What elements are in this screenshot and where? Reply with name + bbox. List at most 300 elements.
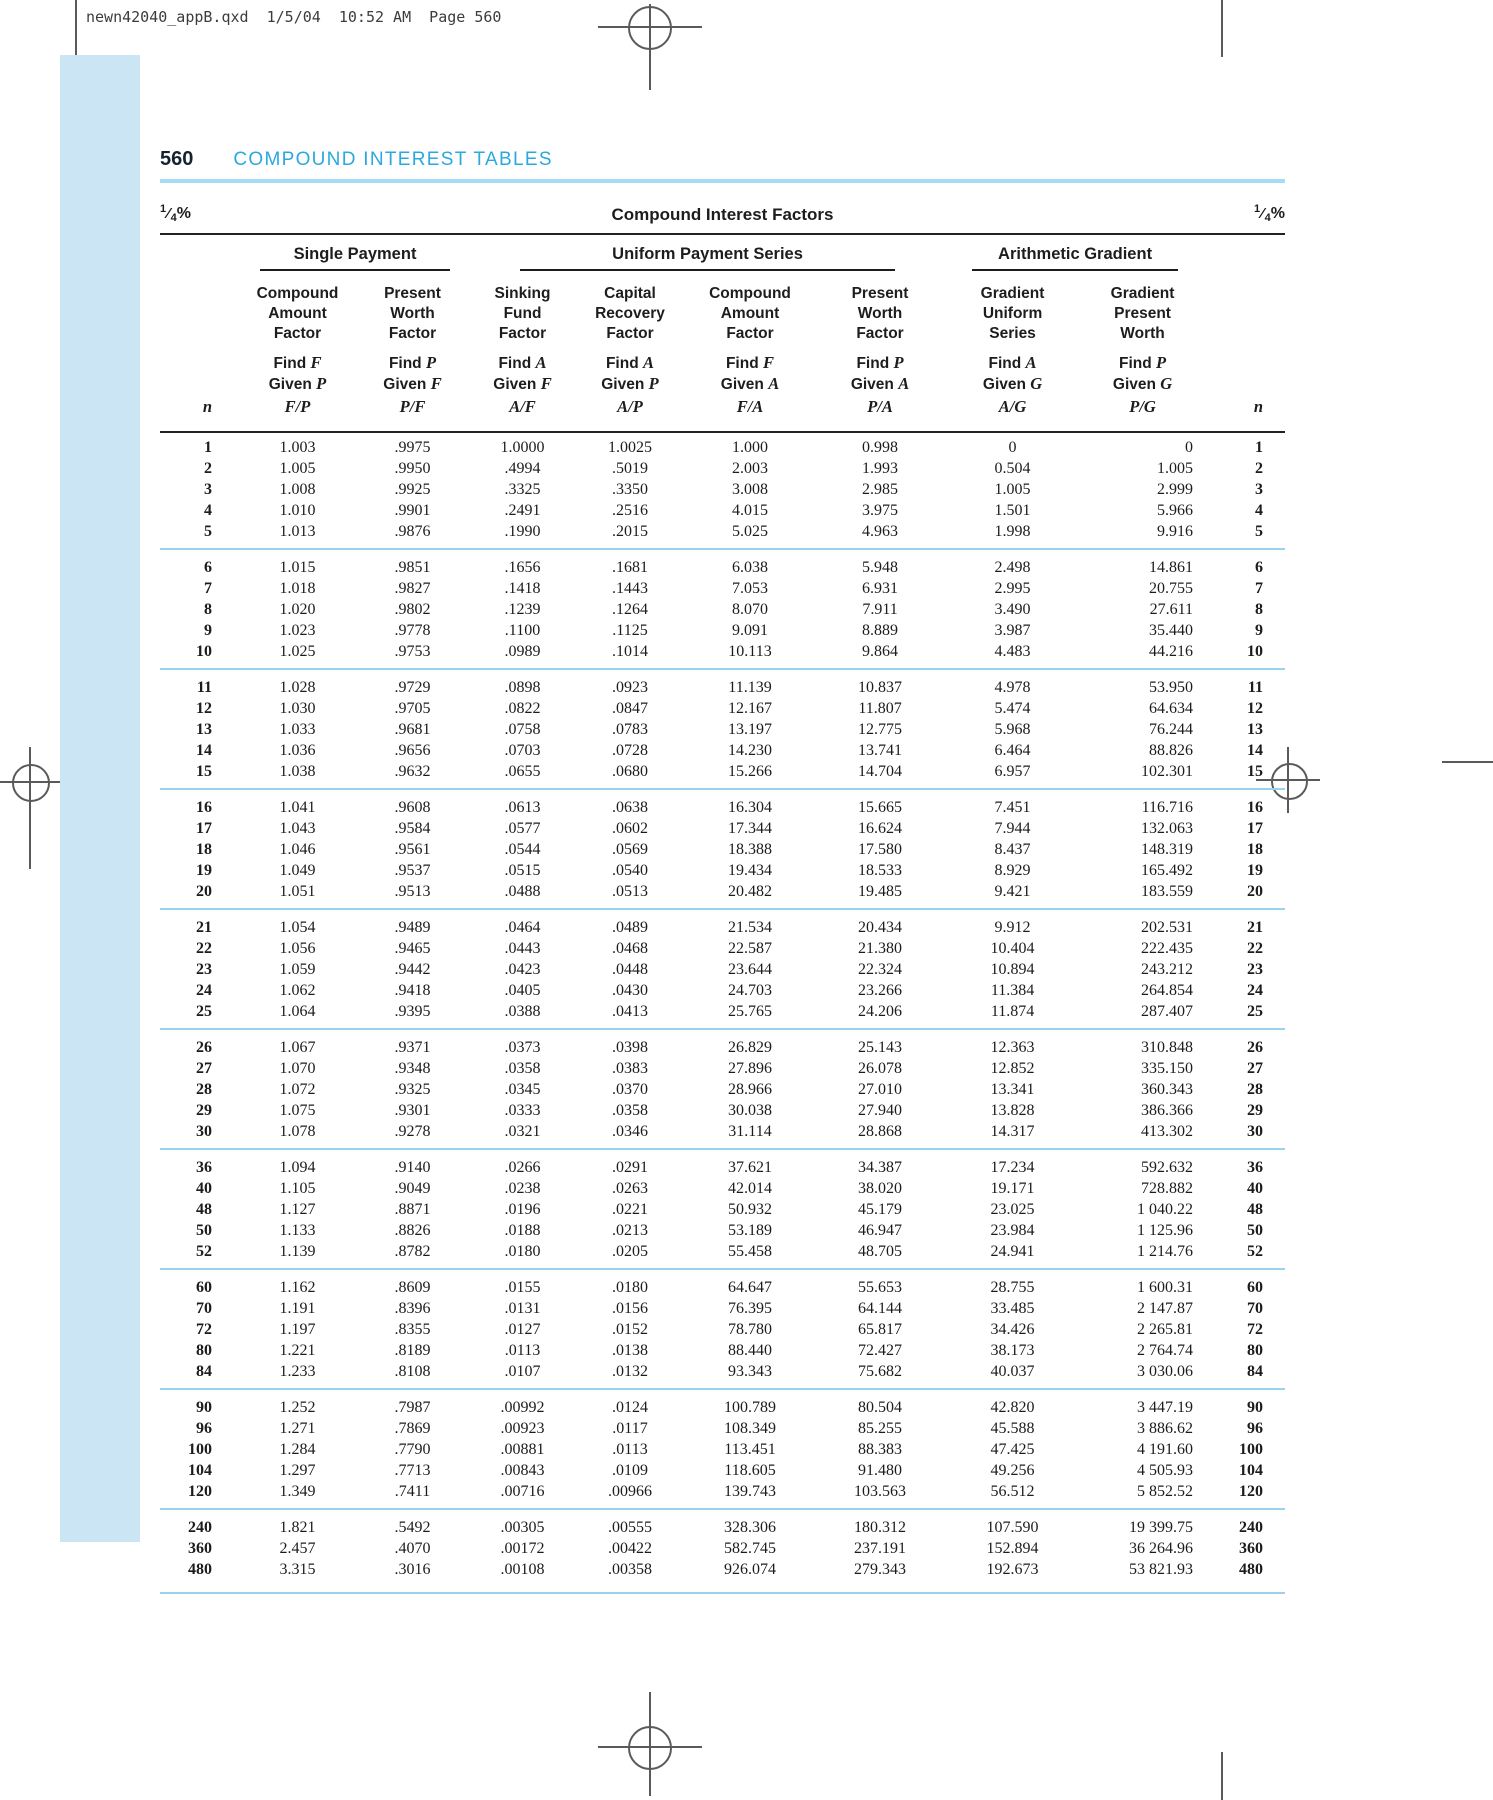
table-row	[160, 980, 1285, 1001]
factor-ratio: A/P	[575, 395, 685, 432]
cell-value: 728.882	[1141, 1179, 1194, 1197]
table-row	[160, 913, 1285, 938]
cell-n: 14	[196, 741, 212, 759]
cell-value: 11.384	[990, 981, 1035, 999]
cell-value: 27.896	[728, 1059, 772, 1077]
cell-value: 1.501	[994, 501, 1031, 519]
cell-value: 1.271	[279, 1419, 316, 1437]
table-row	[160, 1513, 1285, 1538]
cell-value: .0138	[612, 1341, 648, 1359]
cell-value: .9975	[394, 438, 431, 456]
rate-fraction-slash: ⁄	[167, 204, 170, 222]
cell-n: 16	[1247, 798, 1264, 816]
cell-value: 0.504	[994, 459, 1031, 477]
cell-value: .0443	[504, 939, 541, 957]
cell-n: 84	[196, 1362, 212, 1380]
cell-value: .0127	[504, 1320, 541, 1338]
cell-value: .00172	[500, 1539, 545, 1557]
cell-value: .9950	[394, 459, 431, 477]
cell-n: 70	[196, 1299, 212, 1317]
cell-n: 21	[1247, 918, 1264, 936]
cell-value: .0728	[612, 741, 648, 759]
cell-value: 287.407	[1141, 1002, 1194, 1020]
table-row	[160, 1460, 1285, 1481]
cell-value: 264.854	[1141, 981, 1194, 999]
group-separator	[160, 1022, 1285, 1033]
spacer-cell	[1205, 234, 1285, 271]
cell-value: 582.745	[724, 1539, 776, 1557]
cell-value: .8826	[394, 1221, 431, 1239]
cell-value: 1.015	[279, 558, 316, 576]
cell-value: .7713	[394, 1461, 431, 1479]
factor-name-row	[160, 271, 1285, 344]
table-row	[160, 1361, 1285, 1382]
cell-n: 5	[204, 522, 212, 540]
group-separator-rule	[160, 1028, 1285, 1031]
cell-value: 14.317	[990, 1122, 1035, 1140]
cell-value: 31.114	[728, 1122, 772, 1140]
cell-value: 1.349	[279, 1482, 316, 1500]
cell-n: 10	[1247, 642, 1264, 660]
cell-value: 3 886.62	[1137, 1419, 1194, 1437]
table-row	[160, 1559, 1285, 1580]
cell-value: .8871	[394, 1200, 431, 1218]
cell-value: .9325	[394, 1080, 431, 1098]
cell-value: .0266	[504, 1158, 541, 1176]
cell-value: .0655	[504, 762, 541, 780]
cell-n: 26	[196, 1038, 212, 1056]
table-row	[160, 1393, 1285, 1418]
cell-value: 72.427	[858, 1341, 903, 1359]
table-row	[160, 818, 1285, 839]
cell-n: 19	[196, 861, 212, 879]
cell-value: .0370	[612, 1080, 648, 1098]
cell-value: .0346	[612, 1122, 648, 1140]
cell-n: 23	[1247, 960, 1264, 978]
column-group-arithmetic-gradient	[945, 234, 1205, 271]
cell-value: 6.464	[994, 741, 1031, 759]
cell-value: .1656	[504, 558, 541, 576]
cell-value: 1.043	[279, 819, 316, 837]
cell-value: .0822	[504, 699, 541, 717]
cell-value: 102.301	[1141, 762, 1194, 780]
cell-value: .5492	[394, 1518, 431, 1536]
cell-value: .7869	[394, 1419, 431, 1437]
cell-n: 40	[1247, 1179, 1264, 1197]
cell-value: 116.716	[1141, 798, 1194, 816]
group-separator-rule	[160, 1268, 1285, 1271]
cell-value: 5.966	[1157, 501, 1194, 519]
n-column-label: n	[160, 395, 240, 432]
cell-value: .9513	[394, 882, 431, 900]
cell-value: .1125	[612, 621, 648, 639]
cell-value: .3350	[612, 480, 648, 498]
cell-n: 70	[1247, 1299, 1264, 1317]
table-row	[160, 793, 1285, 818]
cell-value: 24.703	[728, 981, 772, 999]
cell-value: 192.673	[986, 1560, 1039, 1578]
cell-value: 91.480	[858, 1461, 903, 1479]
cell-value: 1.0025	[608, 438, 652, 456]
cell-value: 8.070	[732, 600, 768, 618]
cell-value: 19.434	[728, 861, 772, 879]
cell-n: 40	[196, 1179, 212, 1197]
cell-value: .0345	[504, 1080, 541, 1098]
cell-value: 118.605	[724, 1461, 776, 1479]
cell-value: .9301	[394, 1101, 431, 1119]
rate-numerator: 1	[1254, 202, 1261, 215]
cell-value: .8396	[394, 1299, 431, 1317]
cell-value: 103.563	[854, 1482, 907, 1500]
cell-value: 1.284	[279, 1440, 316, 1458]
cell-n: 480	[188, 1560, 212, 1578]
cell-value: .0923	[612, 678, 648, 696]
cell-value: 1.046	[279, 840, 316, 858]
table-head	[160, 234, 1285, 432]
cell-value: 3.315	[279, 1560, 316, 1578]
table-row	[160, 578, 1285, 599]
cell-value: .0468	[612, 939, 648, 957]
cell-value: 42.014	[728, 1179, 772, 1197]
page-content	[160, 148, 1285, 1594]
cell-value: .1100	[504, 621, 541, 639]
cell-value: 1 600.31	[1137, 1278, 1194, 1296]
cell-value: 13.341	[990, 1080, 1035, 1098]
cell-value: 0	[1008, 438, 1017, 456]
cell-n: 240	[188, 1518, 212, 1536]
spacer-cell	[160, 344, 240, 395]
cell-value: .0383	[612, 1059, 648, 1077]
cell-value: 25.765	[728, 1002, 772, 1020]
cell-value: 10.894	[990, 960, 1035, 978]
cell-value: 40.037	[990, 1362, 1035, 1380]
factor-ratio: A/F	[470, 395, 575, 432]
cell-value: 1.133	[279, 1221, 316, 1239]
cell-value: 202.531	[1141, 918, 1194, 936]
cell-n: 12	[1247, 699, 1264, 717]
find-given: Find A Given F	[493, 352, 552, 393]
factor-ratio: P/A	[815, 395, 945, 432]
cell-value: .0180	[504, 1242, 541, 1260]
table-row	[160, 1153, 1285, 1178]
cell-value: 3 447.19	[1137, 1398, 1194, 1416]
cell-value: 12.167	[728, 699, 772, 717]
cell-value: 34.387	[858, 1158, 903, 1176]
cell-n: 13	[1247, 720, 1264, 738]
cell-value: 1.008	[279, 480, 316, 498]
cell-value: 1.075	[279, 1101, 316, 1119]
cell-value: 1.051	[279, 882, 316, 900]
cell-value: .00108	[500, 1560, 545, 1578]
cell-value: 17.344	[728, 819, 772, 837]
cell-n: 100	[1239, 1440, 1264, 1458]
factor-name: Compound Amount Factor	[709, 284, 791, 342]
table-row	[160, 1220, 1285, 1241]
cell-value: 33.485	[990, 1299, 1035, 1317]
cell-value: 9.421	[994, 882, 1031, 900]
cell-value: 2 764.74	[1137, 1341, 1194, 1359]
cell-n: 20	[1247, 882, 1264, 900]
table-row	[160, 432, 1285, 458]
group-separator-row	[160, 542, 1285, 553]
cell-value: 10.837	[858, 678, 903, 696]
cell-value: 9.864	[862, 642, 899, 660]
group-header-row	[160, 234, 1285, 271]
cell-value: 5.474	[994, 699, 1031, 717]
cell-value: 100.789	[724, 1398, 776, 1416]
cell-value: .9778	[394, 621, 431, 639]
cell-n: 15	[196, 762, 212, 780]
cell-value: 21.380	[858, 939, 903, 957]
group-separator-rule	[160, 788, 1285, 791]
cell-n: 60	[196, 1278, 212, 1296]
group-separator	[160, 782, 1285, 793]
cell-value: 1.054	[279, 918, 316, 936]
cell-value: 78.780	[728, 1320, 772, 1338]
table-row	[160, 1241, 1285, 1262]
cell-value: 1.062	[279, 981, 316, 999]
left-margin-accent-bar	[60, 55, 140, 1542]
cell-n: 60	[1247, 1278, 1264, 1296]
cell-value: 3.008	[732, 480, 768, 498]
cell-value: 85.255	[858, 1419, 903, 1437]
cell-n: 18	[1247, 840, 1264, 858]
cell-value: 12.363	[990, 1038, 1035, 1056]
group-separator-rule	[160, 668, 1285, 671]
cell-value: 335.150	[1141, 1059, 1194, 1077]
cell-n: 80	[1247, 1341, 1264, 1359]
cell-value: 23.984	[990, 1221, 1035, 1239]
cell-n: 3	[1255, 480, 1264, 498]
cell-value: 1 214.76	[1137, 1242, 1194, 1260]
cell-value: 1.033	[279, 720, 316, 738]
cell-value: 5.948	[862, 558, 899, 576]
cell-value: 222.435	[1141, 939, 1194, 957]
cell-value: 3.987	[994, 621, 1031, 639]
cell-value: .0321	[504, 1122, 541, 1140]
cell-value: 8.889	[862, 621, 899, 639]
cell-n: 72	[1247, 1320, 1264, 1338]
cell-value: 310.848	[1141, 1038, 1194, 1056]
find-given-row	[160, 344, 1285, 395]
cell-value: .7987	[394, 1398, 431, 1416]
cell-value: 183.559	[1141, 882, 1194, 900]
cell-value: .9827	[394, 579, 431, 597]
cell-value: 1.036	[279, 741, 316, 759]
find-given: Find P Given G	[1112, 352, 1173, 393]
cell-value: 4.015	[732, 501, 768, 519]
cell-value: 18.533	[858, 861, 903, 879]
cell-value: .0263	[612, 1179, 648, 1197]
cell-value: 9.916	[1157, 522, 1194, 540]
cell-value: 1.821	[279, 1518, 316, 1536]
cell-value: 34.426	[990, 1320, 1035, 1338]
cell-value: 35.440	[1149, 621, 1194, 639]
cell-value: 1.020	[279, 600, 316, 618]
cell-value: 107.590	[986, 1518, 1039, 1536]
cell-n: 360	[1239, 1539, 1264, 1557]
table-row	[160, 698, 1285, 719]
factor-name: Present Worth Factor	[851, 284, 909, 342]
cell-value: 2 265.81	[1137, 1320, 1194, 1338]
cell-value: .1014	[612, 642, 648, 660]
cell-value: .0569	[612, 840, 648, 858]
cell-value: 16.304	[728, 798, 772, 816]
table-row	[160, 1319, 1285, 1340]
cell-value: 42.820	[990, 1398, 1035, 1416]
cell-value: .0423	[504, 960, 541, 978]
table-row	[160, 1199, 1285, 1220]
cell-value: 2.003	[732, 459, 768, 477]
cell-n: 25	[1247, 1002, 1264, 1020]
cell-value: 45.588	[990, 1419, 1035, 1437]
cell-value: .0152	[612, 1320, 648, 1338]
cell-n: 9	[204, 621, 212, 639]
cell-n: 9	[1255, 621, 1264, 639]
cell-value: 1.023	[279, 621, 316, 639]
table-row	[160, 1298, 1285, 1319]
spacer-cell	[1205, 344, 1285, 395]
cell-value: 10.404	[990, 939, 1035, 957]
cell-value: 53 821.93	[1129, 1560, 1194, 1578]
group-separator-row	[160, 1502, 1285, 1513]
group-separator-rule	[160, 1508, 1285, 1511]
table-row	[160, 839, 1285, 860]
group-separator-row	[160, 1382, 1285, 1393]
cell-value: 55.653	[858, 1278, 903, 1296]
cell-n: 52	[196, 1242, 212, 1260]
cell-value: .00555	[608, 1518, 652, 1536]
cell-n: 20	[196, 882, 212, 900]
cell-value: 27.940	[858, 1101, 903, 1119]
cell-value: 64.647	[728, 1278, 772, 1296]
cell-value: .9608	[394, 798, 431, 816]
cell-value: 237.191	[854, 1539, 907, 1557]
cell-value: 27.611	[1149, 600, 1194, 618]
cell-value: 88.383	[858, 1440, 903, 1458]
cell-value: 76.395	[728, 1299, 772, 1317]
table-row	[160, 740, 1285, 761]
column-group-uniform-payment-series	[470, 234, 945, 271]
cell-value: .9537	[394, 861, 431, 879]
cell-value: .0544	[504, 840, 541, 858]
table-row	[160, 1340, 1285, 1361]
cell-value: .00923	[500, 1419, 545, 1437]
cell-value: 20.482	[728, 882, 772, 900]
factor-name: Gradient Present Worth	[1110, 284, 1175, 342]
cell-value: .00716	[500, 1482, 545, 1500]
cell-n: 96	[196, 1419, 212, 1437]
table-row	[160, 1439, 1285, 1460]
cell-value: 25.143	[858, 1038, 903, 1056]
group-separator-rule	[160, 1148, 1285, 1151]
group-separator-rule	[160, 1388, 1285, 1391]
rate-percent-sign: %	[1270, 204, 1285, 222]
cell-n: 3	[204, 480, 212, 498]
cell-value: 1.139	[279, 1242, 316, 1260]
cell-value: .1443	[612, 579, 648, 597]
cell-value: 139.743	[724, 1482, 776, 1500]
cell-value: .0602	[612, 819, 648, 837]
cell-value: 1.003	[279, 438, 316, 456]
cell-n: 10	[196, 642, 212, 660]
registration-mark-left-circle	[12, 764, 50, 802]
cell-value: .3325	[504, 480, 541, 498]
cell-n: 23	[196, 960, 212, 978]
cell-value: 1.233	[279, 1362, 316, 1380]
cell-value: 1.038	[279, 762, 316, 780]
cell-value: 80.504	[858, 1398, 903, 1416]
cell-value: 6.931	[862, 579, 899, 597]
cell-n: 120	[188, 1482, 212, 1500]
table-row	[160, 1100, 1285, 1121]
cell-value: 7.944	[994, 819, 1031, 837]
cell-value: .00966	[608, 1482, 652, 1500]
cell-n: 29	[196, 1101, 212, 1119]
cell-value: .0132	[612, 1362, 648, 1380]
spacer-cell	[1205, 271, 1285, 344]
table-row	[160, 860, 1285, 881]
group-separator-rule	[160, 908, 1285, 911]
cell-value: 1.105	[279, 1179, 316, 1197]
cell-value: .1264	[612, 600, 648, 618]
cell-value: 279.343	[854, 1560, 907, 1578]
cell-value: .9753	[394, 642, 431, 660]
table-bottom-rule	[160, 1592, 1285, 1595]
prepress-filename-header: newn42040_appB.qxd 1/5/04 10:52 AM Page 560	[86, 8, 502, 26]
cell-value: .0196	[504, 1200, 541, 1218]
cell-value: 28.755	[990, 1278, 1035, 1296]
cell-value: 7.053	[732, 579, 768, 597]
cell-value: .0898	[504, 678, 541, 696]
find-given: Find F Given A	[720, 352, 780, 393]
table-body	[160, 432, 1285, 1580]
group-separator	[160, 1142, 1285, 1153]
cell-value: 1.072	[279, 1080, 316, 1098]
cell-value: 6.957	[994, 762, 1031, 780]
cell-value: 113.451	[724, 1440, 776, 1458]
cell-value: .9851	[394, 558, 431, 576]
group-separator	[160, 542, 1285, 553]
cell-n: 104	[188, 1461, 212, 1479]
cell-n: 48	[1247, 1200, 1264, 1218]
cell-value: 22.324	[858, 960, 903, 978]
cell-value: 7.451	[994, 798, 1031, 816]
cell-value: .00358	[608, 1560, 652, 1578]
cell-value: 2.985	[862, 480, 899, 498]
cell-value: .9656	[394, 741, 431, 759]
table-row	[160, 479, 1285, 500]
cell-value: 926.074	[724, 1560, 776, 1578]
cell-n: 5	[1255, 522, 1264, 540]
cell-value: 12.852	[990, 1059, 1035, 1077]
cell-value: 132.063	[1141, 819, 1194, 837]
cell-n: 1	[1255, 438, 1264, 456]
cell-value: 19.485	[858, 882, 903, 900]
cell-value: .2015	[612, 522, 648, 540]
cell-n: 4	[204, 501, 212, 519]
group-separator	[160, 1262, 1285, 1273]
table-row	[160, 1058, 1285, 1079]
cell-n: 36	[196, 1158, 212, 1176]
column-group-label: Arithmetic Gradient	[972, 245, 1178, 271]
cell-value: 28.868	[858, 1122, 903, 1140]
cell-value: .0358	[504, 1059, 541, 1077]
find-given: Find P Given F	[383, 352, 442, 393]
cell-value: .0117	[612, 1419, 648, 1437]
cell-value: .00843	[500, 1461, 545, 1479]
cell-value: .4070	[394, 1539, 431, 1557]
